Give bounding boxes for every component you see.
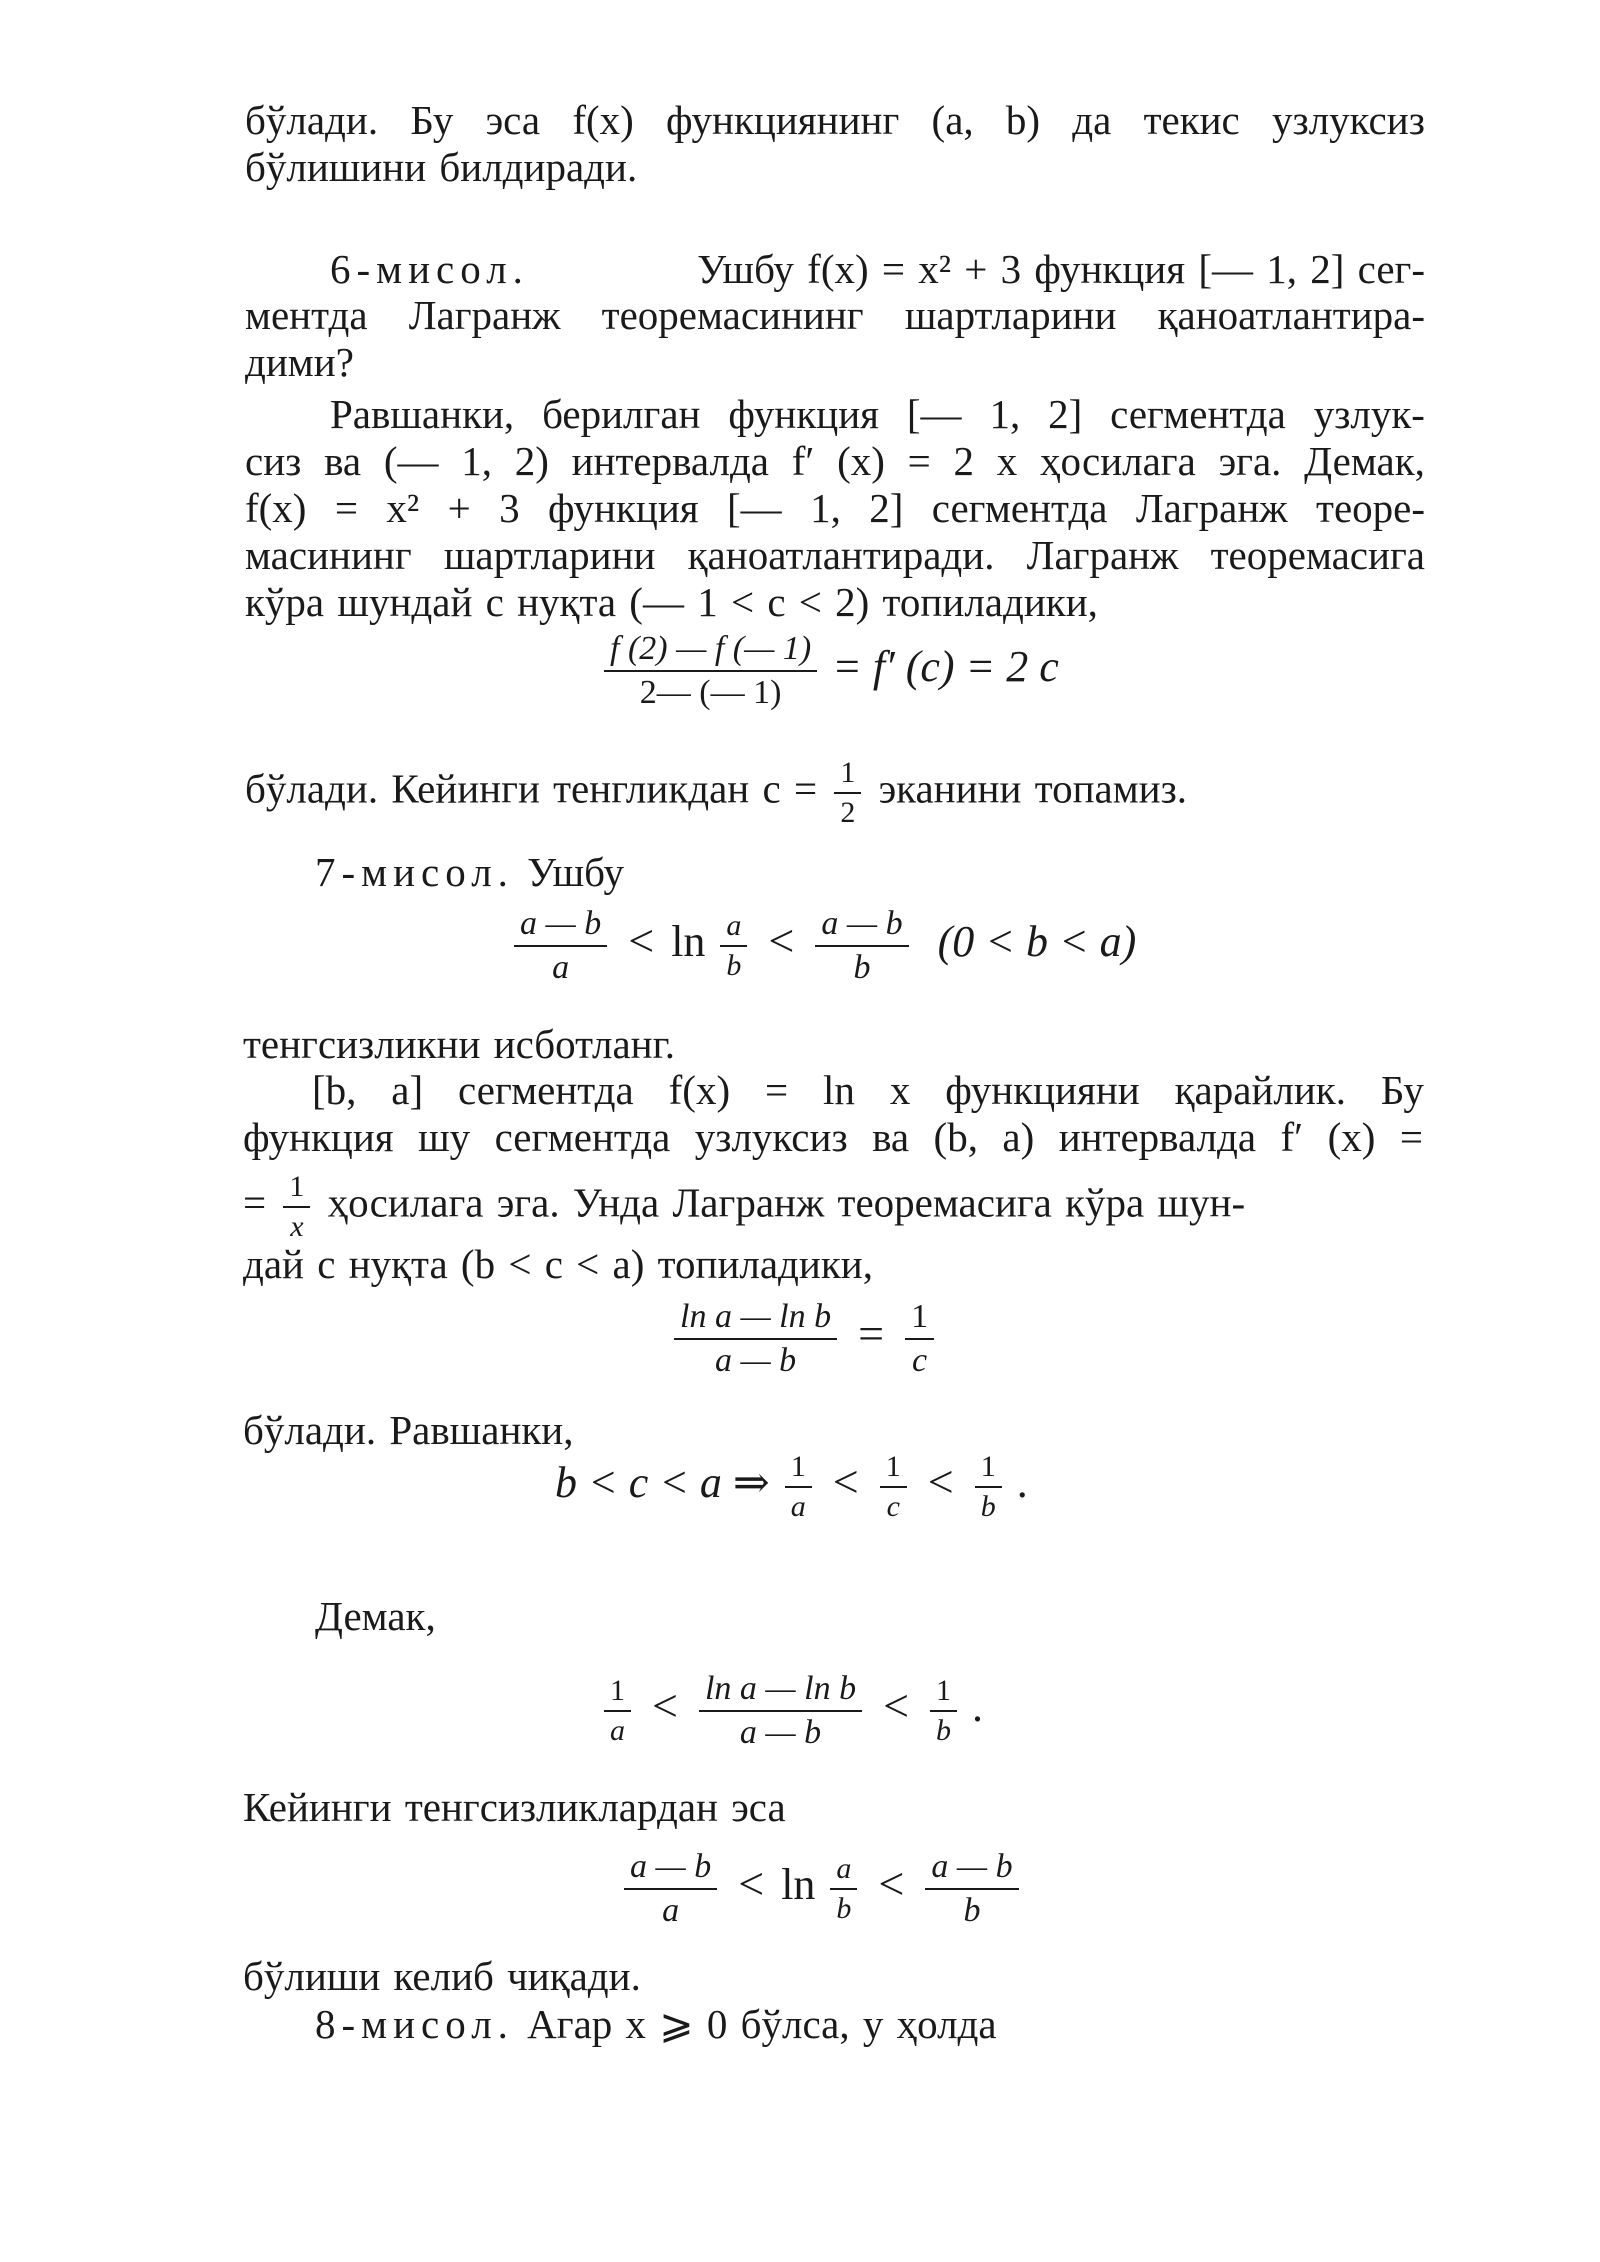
text-line-16 [243,1170,1423,1244]
period: . [1016,1458,1028,1508]
example-6-line [330,245,1425,293]
fraction [699,1670,862,1752]
text-line-5: дими? [245,339,354,385]
numerator: ln a — ln b [699,1670,862,1712]
formula-mean-value [670,1298,938,1380]
denominator: a [610,1714,625,1747]
text-line-13: тенгсизликни исботланг. [243,1021,676,1067]
numerator: 1 [604,1674,631,1712]
denominator: a [790,1490,806,1523]
formula-inequality-result [620,1848,1023,1930]
denominator: b [963,1892,981,1929]
numerator: a — b [925,1848,1018,1890]
denominator: a — b [739,1714,822,1751]
numerator: a [830,1852,857,1890]
numerator: a — b [514,905,607,947]
example-8-text: Агар x ⩾ 0 бўлса, у ҳолда [527,2001,997,2047]
text-line-14: [b, a] сегментда f(x) = ln x функцияни қарайлик. Бу [312,1067,1424,1113]
denominator: a — b [714,1342,797,1379]
text-line-11 [245,756,1425,830]
equals-sign: = [243,1179,267,1226]
text-line-4: ментда Лагранж теоремасининг шартларини қаноатлантира- [245,292,1425,338]
formula-inequality-main [510,905,1136,987]
text-line-8: f(x) = x² + 3 функция [— 1, 2] сегментда Лагранж теоре- [245,485,1425,531]
denominator: b [980,1490,996,1523]
numerator: ln a — ln b [674,1298,837,1340]
formula-bounds [600,1670,983,1752]
less-than: < [878,1858,905,1910]
text-line-10: кўра шундай c нуқта (— 1 < c < 2) топиладики, [245,579,1098,625]
text-line-7: сиз ва (— 1, 2) интервалда f′ (x) = 2 x ҳосилага эга. Демак, [245,438,1425,484]
less-than: < [832,1456,859,1508]
formula-implication [555,1450,1028,1524]
denominator: c [912,1342,928,1379]
numerator: a — b [815,905,908,947]
fraction [930,1674,957,1748]
less-than: < [652,1680,678,1732]
text-after-c: эканини топамиз. [878,765,1188,812]
text-line-17: дай c нуқта (b < c < a) топиладики, [243,1241,873,1287]
denominator: 2 [840,796,856,829]
denominator: 2— (— 1) [639,674,782,711]
numerator: 1 [283,1170,310,1208]
denominator: a [662,1892,680,1929]
text-line-1: бўлади. Бу эса f(x) функциянинг (a, b) да текис узлуксиз [245,97,1425,143]
text-line-6: Равшанки, берилган функция [— 1, 2] сегментда узлук- [330,391,1425,437]
numerator: a — b [624,1848,717,1890]
text-line-15: функция шу сегментда узлуксиз ва (b, a) интервалда f′ (x) = [243,1114,1423,1160]
period: . [972,1682,984,1732]
example-8-line [315,2000,1495,2048]
text-after-fraction: ҳосилага эга. Унда Лагранж теоремасига кўра шун- [327,1179,1246,1226]
numerator: f (2) — f (— 1) [604,630,817,672]
formula-lhs: b < c < a ⇒ [555,1458,770,1508]
numerator: 1 [834,756,861,794]
fraction [925,1848,1018,1930]
fraction [720,909,747,983]
denominator: b [936,1714,952,1747]
fraction [624,1848,717,1930]
numerator: 1 [785,1450,812,1488]
fraction-one-half [834,756,861,830]
formula-lagrange-1 [600,630,1059,712]
denominator: b [726,949,742,982]
less-than: < [738,1858,765,1910]
denominator: a [552,949,570,986]
fraction [975,1450,1002,1524]
formula-rhs: = f′ (c) = 2 c [832,642,1059,692]
fraction [785,1450,812,1524]
fraction [674,1298,837,1380]
numerator: a [720,909,747,947]
fraction [514,905,607,987]
text-line-9: масининг шартларини қаноатлантиради. Лагранж теоремасига [245,532,1425,578]
condition: (0 < b < a) [937,917,1137,967]
fraction [604,1674,631,1748]
example-6-label: 6-мисол. [330,246,529,292]
text-line-20: Кейинги тенгсизликлардан эса [243,1784,786,1830]
example-7-text: Ушбу [527,849,624,895]
less-than: < [927,1456,954,1508]
ln-operator: ln [671,917,706,967]
fraction [830,1852,857,1926]
fraction [815,905,908,987]
example-8-label: 8-мисол. [315,2001,514,2047]
text-before-c: бўлади. Кейинги тенгликдан c = [245,765,818,812]
ln-operator: ln [781,1860,816,1910]
denominator: x [290,1210,304,1243]
example-6-text: Ушбу f(x) = x² + 3 функция [— 1, 2] сег- [697,246,1425,292]
numerator: 1 [880,1450,907,1488]
denominator: b [853,949,871,986]
denominator: b [836,1892,852,1925]
numerator: 1 [905,1298,934,1340]
fraction [604,630,817,712]
equals-sign: = [858,1308,885,1360]
denominator: c [886,1490,900,1523]
numerator: 1 [930,1674,957,1712]
example-7-label: 7-мисол. [315,849,514,895]
text-line-18: бўлади. Равшанки, [243,1407,574,1453]
less-than: < [883,1680,910,1732]
less-than: < [768,915,795,967]
text-line-2: бўлишини билдиради. [245,144,638,190]
numerator: 1 [975,1450,1002,1488]
less-than: < [628,915,655,967]
fraction-one-over-x [283,1170,310,1244]
text-line-21: бўлиши келиб чиқади. [243,1953,641,1999]
example-7-line [315,848,1495,896]
fraction [880,1450,907,1524]
text-line-19: Демак, [315,1593,436,1639]
fraction [905,1298,934,1380]
